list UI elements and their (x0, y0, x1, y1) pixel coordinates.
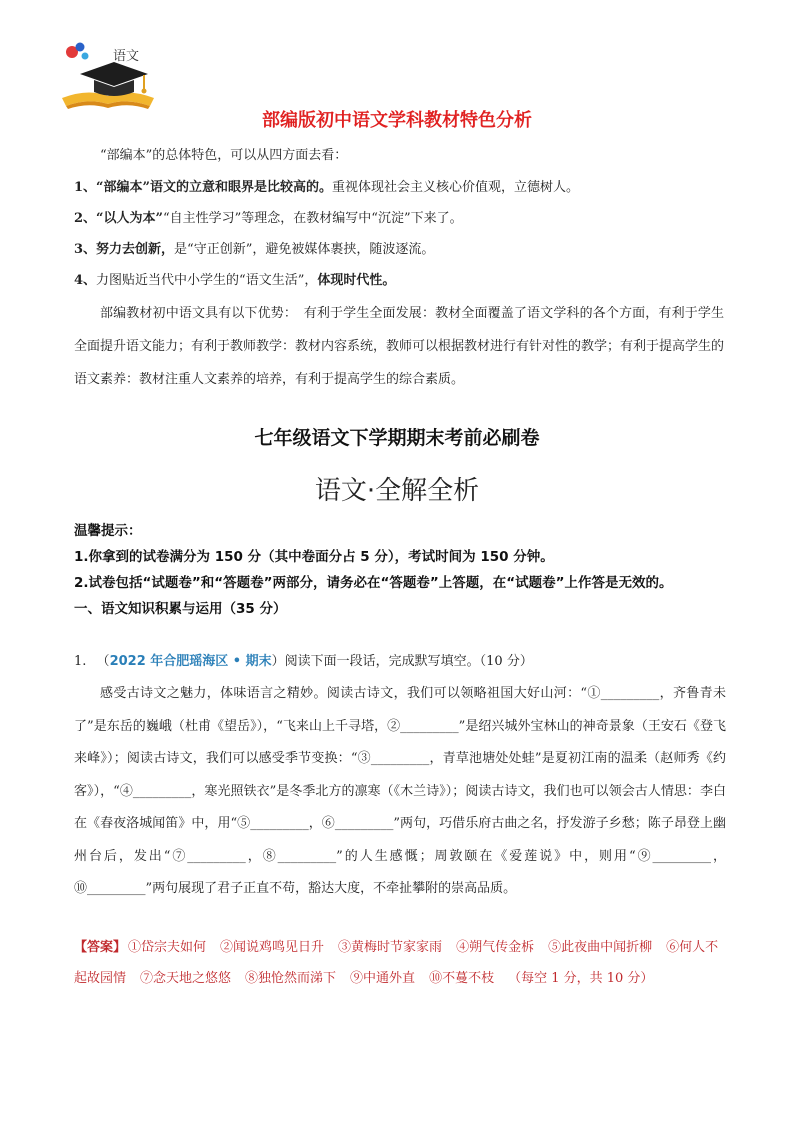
feature-text: 力图贴近当代中小学生的“语文生活”， (96, 273, 318, 288)
feature-bold: 3、努力去创新， (74, 242, 175, 257)
exam-title: 七年级语文下学期期末考前必刷卷 (254, 427, 540, 449)
question-1-passage: 感受古诗文之魅力，体味语言之精妙。阅读古诗文，我们可以领略祖国大好山河：“①_________，齐鲁青未了”是东岳的巍峨（杜甫《望岳》），“飞来山上千寻塔，②_________”是绍兴城外宝林山的神奇景象（王安石《登飞来峰》）；阅读古诗文，我们可以感受季节变换：“③_________，青草池塘处处蛙”是夏初江南的温柔（赵师秀《约客》），“④_________，寒光照铁衣”是冬季北方的凛寒（《木兰诗》）；阅读古诗文，我们也可以领会古人情思：李白在《春夜洛城闻笛》中，用“⑤_________，⑥_________”两句，巧借乐府古曲之名，抒发游子乡愁；陈子昂登上幽州台后，发出“⑦_________，⑧_________”的人生感慨；周敦颐在《爱莲说》中，则用“⑨_________，⑩_________”两句展现了君子正直不苟，豁达大度，不牵扯攀附的崇高品质。 (74, 686, 726, 896)
question-close-paren: ） (271, 654, 285, 669)
exam-subtitle: 语文·全解全析 (314, 476, 480, 506)
advantages-paragraph: 部编教材初中语文具有以下优势： 有利于学生全面发展：教材全面覆盖了语文学科的各个方面，有利于学生全面提升语文能力；有利于教师教学：教材内容系统，教师可以根据教材进行有针对性的教学；有利于提高学生的语文素养：教材注重人文素养的培养，有利于提高学生的综合素质。 (74, 306, 725, 387)
section-heading: 一、语文知识积累与运用（35 分） (74, 601, 287, 617)
feature-bold: 2、“以人为本” (74, 211, 164, 226)
question-prompt: 阅读下面一段话，完成默写填空。（10 分） (284, 654, 533, 669)
feature-item-2 (74, 203, 724, 234)
graduation-cap-book-logo (58, 40, 158, 112)
feature-item-3 (74, 234, 724, 265)
feature-bold: 4、 (74, 273, 97, 288)
answer-item: ①岱宗夫如何 (128, 940, 207, 955)
notice-line-2: 2.试卷包括“试题卷”和“答题卷”两部分，请务必在“答题卷”上答题，在“试题卷”上作答是无效的。 (74, 575, 673, 591)
feature-bold-end: 体现时代性。 (317, 273, 396, 288)
notice-line-1: 1.你拿到的试卷满分为 150 分（其中卷面分占 5 分），考试时间为 150 分钟。 (74, 549, 554, 565)
question-1-header (74, 646, 724, 677)
feature-item-4 (74, 265, 724, 296)
answer-item: ⑨中通外直 (350, 971, 416, 986)
answer-item: ②闻说鸡鸣见日升 (220, 940, 325, 955)
feature-text: “自主性学习”等理念，在教材编写中“沉淀”下来了。 (163, 211, 463, 226)
feature-text: 是“守正创新”，避免被媒体裹挟，随波逐流。 (174, 242, 435, 257)
question-source-tag: 2022 年合肥瑶海区 • 期末 (109, 654, 272, 669)
notice-block (74, 518, 724, 622)
feature-text: 重视体现社会主义核心价值观，立德树人。 (332, 180, 580, 195)
feature-item-1 (74, 172, 724, 203)
answer-item: ⑦念天地之悠悠 (140, 971, 232, 986)
answer-item: ③黄梅时节家家雨 (338, 940, 443, 955)
answer-score-note: （每空 1 分，共 10 分） (508, 971, 654, 986)
notice-heading: 温馨提示： (74, 523, 142, 539)
answer-item: ⑥何人不起故园情 (74, 940, 719, 986)
feature-bold: 1、“部编本”语文的立意和眼界是比较高的。 (74, 180, 333, 195)
graduation-cap-icon (58, 40, 158, 112)
answer-item: ⑩不蔓不枝 (429, 971, 495, 986)
question-number: 1. (74, 654, 87, 669)
answer-item: ④朔气传金柝 (456, 940, 535, 955)
answer-item: ⑤此夜曲中闻折柳 (548, 940, 653, 955)
question-open-paren: （ (96, 654, 110, 669)
answer-label: 【答案】 (74, 940, 127, 955)
intro-paragraph: “部编本”的总体特色，可以从四方面去看： (100, 148, 348, 163)
answer-block (74, 932, 726, 994)
logo-subject-label: 语文 (113, 49, 140, 64)
page-title: 部编版初中语文学科教材特色分析 (262, 110, 532, 131)
answer-item: ⑧独怆然而涕下 (245, 971, 337, 986)
